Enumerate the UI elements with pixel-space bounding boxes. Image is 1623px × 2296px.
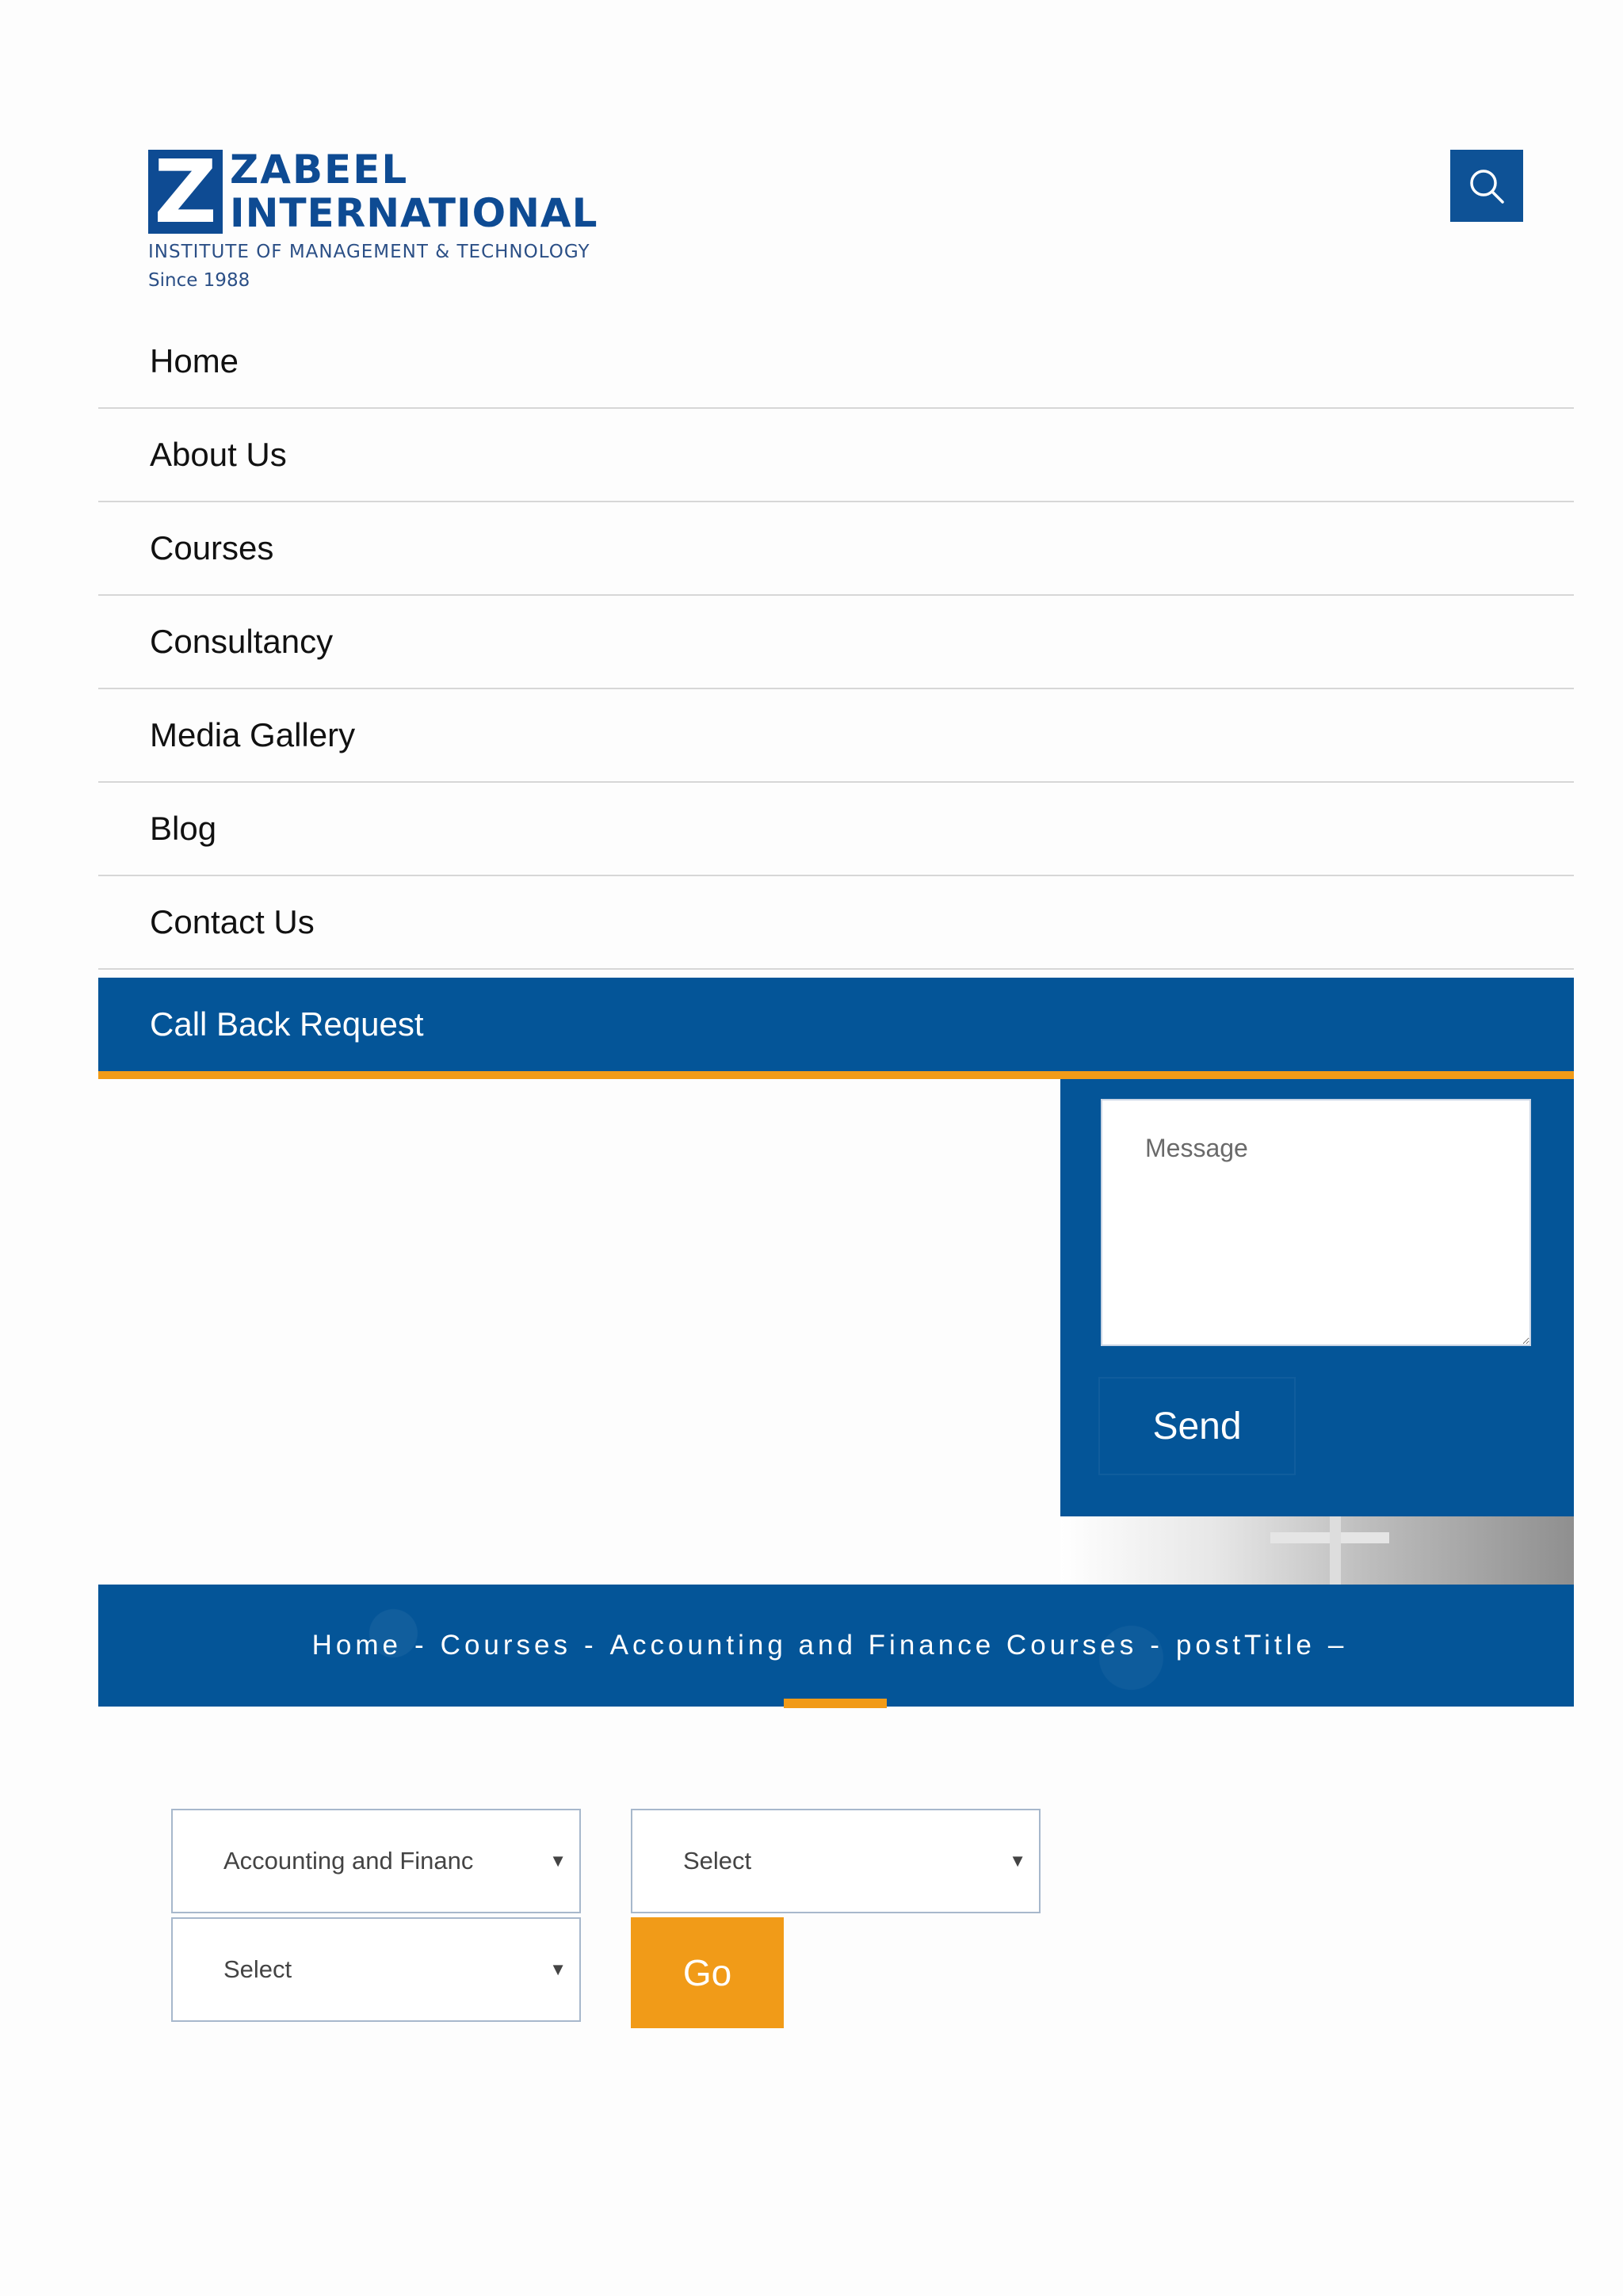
breadcrumb-accent-bar bbox=[784, 1699, 887, 1708]
breadcrumb-trail bbox=[312, 1630, 1361, 1661]
accent-divider bbox=[98, 1071, 1574, 1079]
category-select-value: Accounting and Financ bbox=[223, 1847, 474, 1875]
nav-item-blog[interactable]: Blog bbox=[98, 783, 1574, 876]
message-field[interactable] bbox=[1101, 1099, 1531, 1346]
logo-tagline: INSTITUTE OF MANAGEMENT & TECHNOLOGY bbox=[148, 242, 590, 262]
chevron-down-icon: ▼ bbox=[549, 1851, 567, 1871]
nav-item-about-us[interactable]: About Us bbox=[98, 409, 1574, 502]
nav-item-consultancy[interactable]: Consultancy bbox=[98, 596, 1574, 689]
search-button[interactable] bbox=[1450, 150, 1523, 222]
breadcrumb-trailing: – bbox=[1327, 1630, 1348, 1661]
logo-name-line1: ZABEEL bbox=[230, 147, 409, 193]
logo-since: Since 1988 bbox=[148, 270, 250, 291]
course-select-value: Select bbox=[683, 1847, 752, 1875]
nav-item-courses[interactable]: Courses bbox=[98, 502, 1574, 596]
call-back-form bbox=[1060, 1079, 1574, 1516]
logo-mark bbox=[148, 141, 223, 242]
nav-item-contact-us[interactable]: Contact Us bbox=[98, 876, 1574, 970]
breadcrumb-separator: - bbox=[1150, 1630, 1163, 1661]
go-button[interactable]: Go bbox=[631, 1917, 784, 2028]
hero-image bbox=[1060, 1516, 1574, 1585]
chevron-down-icon: ▼ bbox=[549, 1959, 567, 1979]
breadcrumb-current: postTitle bbox=[1175, 1630, 1316, 1661]
main-nav bbox=[98, 315, 1574, 970]
nav-item-media-gallery[interactable]: Media Gallery bbox=[98, 689, 1574, 783]
breadcrumb-accounting-finance[interactable]: Accounting and Finance Courses bbox=[609, 1630, 1138, 1661]
breadcrumb-separator: - bbox=[584, 1630, 598, 1661]
search-icon bbox=[1466, 166, 1507, 207]
site-logo[interactable] bbox=[148, 141, 598, 297]
logo-name-line2: INTERNATIONAL bbox=[230, 190, 598, 236]
breadcrumb-home[interactable]: Home bbox=[311, 1630, 403, 1661]
breadcrumb bbox=[98, 1585, 1574, 1707]
nav-item-home[interactable]: Home bbox=[98, 315, 1574, 409]
location-select[interactable] bbox=[171, 1917, 581, 2022]
course-select[interactable] bbox=[631, 1809, 1041, 1913]
breadcrumb-courses[interactable]: Courses bbox=[440, 1630, 571, 1661]
chevron-down-icon: ▼ bbox=[1009, 1851, 1026, 1871]
hero-image-stand bbox=[1330, 1516, 1341, 1585]
logo-letter: Z bbox=[154, 141, 217, 242]
location-select-value: Select bbox=[223, 1955, 292, 1983]
category-select[interactable] bbox=[171, 1809, 581, 1913]
breadcrumb-separator: - bbox=[414, 1630, 428, 1661]
send-button[interactable]: Send bbox=[1100, 1379, 1294, 1474]
call-back-request-button[interactable]: Call Back Request bbox=[98, 978, 1574, 1071]
